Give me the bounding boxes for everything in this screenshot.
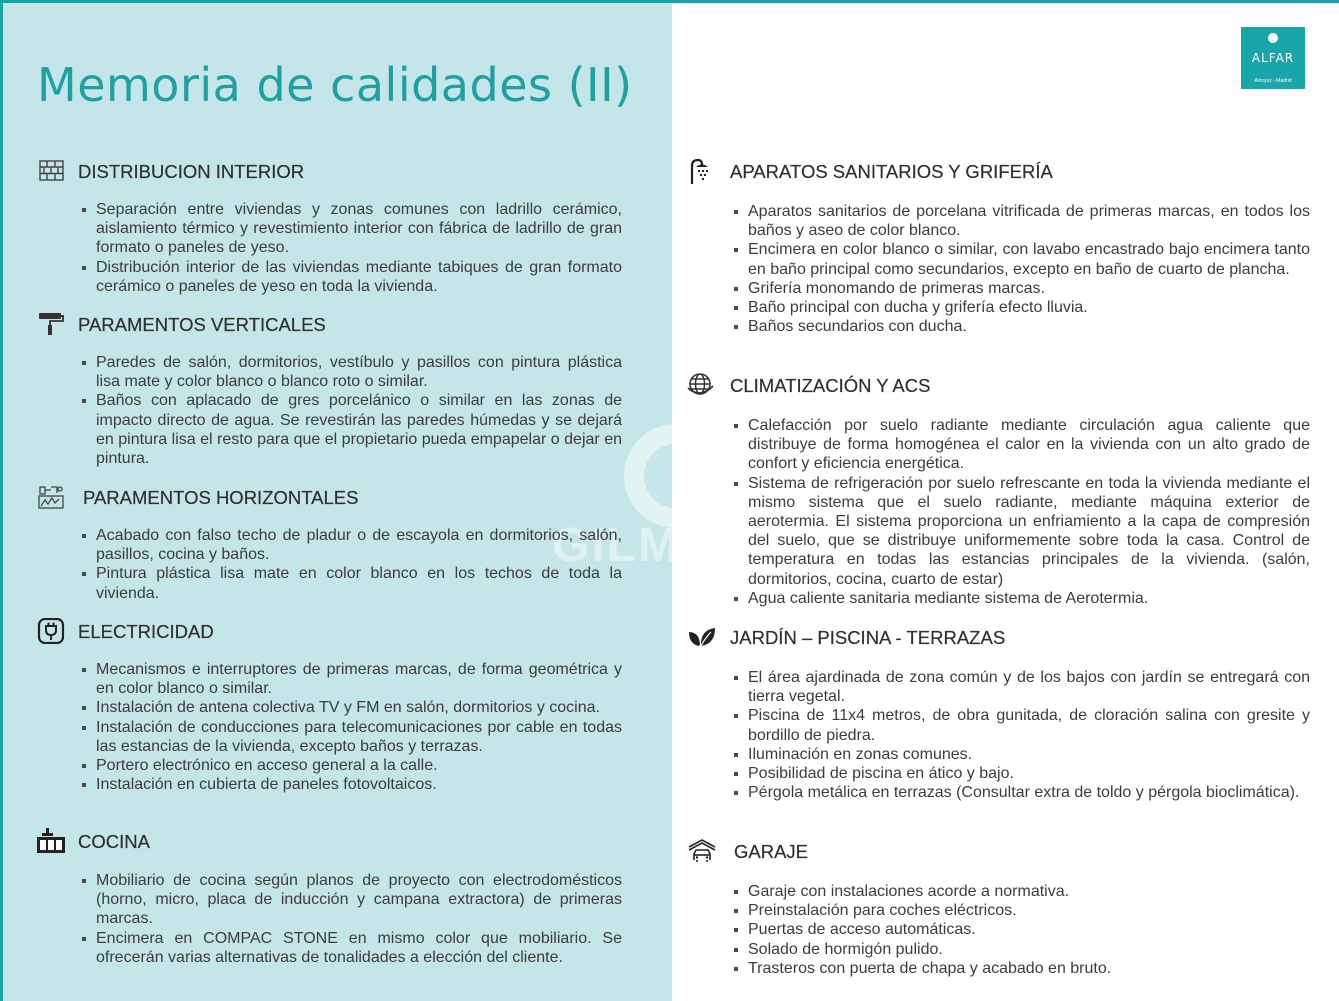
- power-plug-icon: [37, 618, 67, 644]
- list-item: Sistema de refrigeración por suelo refrescante en toda la vivienda mediante el mismo sistema que el suelo radiante, mediante máquina exterior de aerotermia. El sistema proporciona un enfriamiento a la capa de compresión del suelo, que se distribuye uniformemente sobre toda la casa. Control de temperatura en todas las estancias principales de la vivienda. (salón, dormitorios, cocina, cuarto de estar): [748, 474, 1310, 588]
- leaves-icon: [687, 624, 717, 650]
- section-title: JARDÍN – PISCINA - TERRAZAS: [730, 627, 1006, 648]
- list-item: Instalación de conducciones para telecomunicaciones por cable en todas las estancias de la vivienda, excepto baños y terrazas.: [96, 718, 622, 755]
- section-list: [96, 526, 622, 603]
- section-title: APARATOS SANITARIOS Y GRIFERÍA: [730, 161, 1053, 182]
- section-list: [748, 416, 1310, 608]
- section-title: PARAMENTOS VERTICALES: [78, 314, 326, 335]
- section-header: [37, 618, 622, 644]
- section-list: [96, 871, 622, 967]
- section-list: [96, 200, 622, 296]
- paint-roller-icon: [37, 311, 67, 337]
- list-item: Garaje con instalaciones acorde a normativa.: [748, 882, 1310, 901]
- list-item: Portero electrónico en acceso general a la calle.: [96, 756, 622, 775]
- list-item: El área ajardinada de zona común y de los bajos con jardín se entregará con tierra vegetal.: [748, 669, 1310, 706]
- list-item: Paredes de salón, dormitorios, vestíbulo y pasillos con pintura plástica lisa mate y color blanco o blanco roto o similar.: [96, 354, 622, 391]
- section-header: [37, 828, 622, 854]
- section-header: [37, 158, 622, 184]
- section-jardin-piscina: [687, 624, 1310, 802]
- section-title: COCINA: [78, 831, 150, 852]
- list-item: Pérgola metálica en terrazas (Consultar extra de toldo y pérgola bioclimática).: [748, 783, 1310, 802]
- section-distribucion-interior: [37, 158, 622, 296]
- section-title: DISTRIBUCION INTERIOR: [78, 161, 305, 182]
- brand-logo: [1241, 27, 1305, 89]
- section-header: [687, 372, 1310, 398]
- list-item: Encimera en COMPAC STONE en mismo color que mobiliario. Se ofrecerán varias alternativas de tonalidades a elección del cliente.: [96, 929, 622, 966]
- section-header: [37, 311, 622, 337]
- list-item: Baño principal con ducha y grifería efecto lluvia.: [748, 298, 1310, 317]
- section-header: [687, 838, 1310, 864]
- kitchen-icon: [37, 828, 67, 854]
- section-header: [37, 484, 622, 510]
- section-title: PARAMENTOS HORIZONTALES: [83, 487, 359, 508]
- list-item: Instalación de antena colectiva TV y FM en salón, dormitorios y cocina.: [96, 698, 622, 717]
- shower-icon: [687, 158, 717, 184]
- logo-subtitle: Arroyoz - Madrid: [1254, 78, 1292, 84]
- list-item: Acabado con falso techo de pladur o de escayola en dormitorios, salón, pasillos, cocina y baños.: [96, 527, 622, 564]
- section-electricidad: [37, 618, 622, 794]
- section-header: [687, 158, 1310, 184]
- section-title: CLIMATIZACIÓN Y ACS: [730, 375, 931, 396]
- section-list: [96, 660, 622, 794]
- list-item: Calefacción por suelo radiante mediante circulación agua caliente que distribuye de forma homogénea el calor en la vivienda con un alto grado de confort y eficiencia energética.: [748, 417, 1310, 473]
- list-item: Piscina de 11x4 metros, de obra gunitada, de cloración salina con gresite y bordillo de piedra.: [748, 707, 1310, 744]
- logo-name: ALFAR: [1251, 51, 1295, 65]
- section-list: [96, 353, 622, 468]
- ceiling-icon: [37, 484, 67, 510]
- section-paramentos-verticales: [37, 311, 622, 468]
- list-item: Agua caliente sanitaria mediante sistema de Aerotermia.: [748, 589, 1310, 608]
- globe-icon: [687, 372, 717, 398]
- list-item: Distribución interior de las viviendas mediante tabiques de gran formato cerámico o paneles de yeso en toda la vivienda.: [96, 258, 622, 295]
- brick-wall-icon: [37, 158, 67, 184]
- logo-dot: [1268, 33, 1278, 43]
- section-cocina: [37, 828, 622, 967]
- list-item: Instalación en cubierta de paneles fotovoltaicos.: [96, 775, 622, 794]
- section-list: [748, 882, 1310, 978]
- list-item: Mobiliario de cocina según planos de proyecto con electrodomésticos (horno, micro, placa de inducción y campana extractora) de primeras marcas.: [96, 872, 622, 928]
- list-item: Encimera en color blanco o similar, con lavabo encastrado bajo encimera tanto en baño principal como secundarios, excepto en baño de cuarto de plancha.: [748, 241, 1310, 278]
- list-item: Pintura plástica lisa mate en color blanco en los techos de toda la vivienda.: [96, 565, 622, 602]
- section-title: ELECTRICIDAD: [78, 621, 214, 642]
- section-climatizacion: [687, 372, 1310, 608]
- garage-car-icon: [687, 838, 717, 864]
- section-paramentos-horizontales: [37, 484, 622, 603]
- list-item: Baños secundarios con ducha.: [748, 317, 1310, 336]
- section-list: [748, 202, 1310, 336]
- section-title: GARAJE: [734, 841, 809, 862]
- list-item: Mecanismos e interruptores de primeras marcas, de forma geométrica y en color blanco o similar.: [96, 661, 622, 698]
- list-item: Separación entre viviendas y zonas comunes con ladrillo cerámico, aislamiento térmico y revestimiento interior con fábrica de ladrillo de gran formato o paneles de yeso.: [96, 201, 622, 257]
- list-item: Trasteros con puerta de chapa y acabado en bruto.: [748, 959, 1310, 978]
- list-item: Grifería monomando de primeras marcas.: [748, 279, 1310, 298]
- list-item: Puertas de acceso automáticas.: [748, 920, 1310, 939]
- list-item: Solado de hormigón pulido.: [748, 940, 1310, 959]
- section-garaje: [687, 838, 1310, 978]
- list-item: Baños con aplacado de gres porcelánico o similar en las zonas de impacto directo de agua. Se revestirán las paredes húmedas y se dejará en pintura lisa el resto para que el propietario pueda empapelar o dejar en pintura.: [96, 392, 622, 468]
- list-item: Posibilidad de piscina en ático y bajo.: [748, 764, 1310, 783]
- list-item: Aparatos sanitarios de porcelana vitrificada de primeras marcas, en todos los baños y aseo de color blanco.: [748, 203, 1310, 240]
- list-item: Iluminación en zonas comunes.: [748, 745, 1310, 764]
- list-item: Preinstalación para coches eléctricos.: [748, 901, 1310, 920]
- section-aparatos-sanitarios: [687, 158, 1310, 336]
- section-header: [687, 624, 1310, 650]
- watermark-text: GILM: [552, 519, 680, 572]
- page-title: Memoria de calidades (II): [37, 58, 633, 112]
- section-list: [748, 668, 1310, 802]
